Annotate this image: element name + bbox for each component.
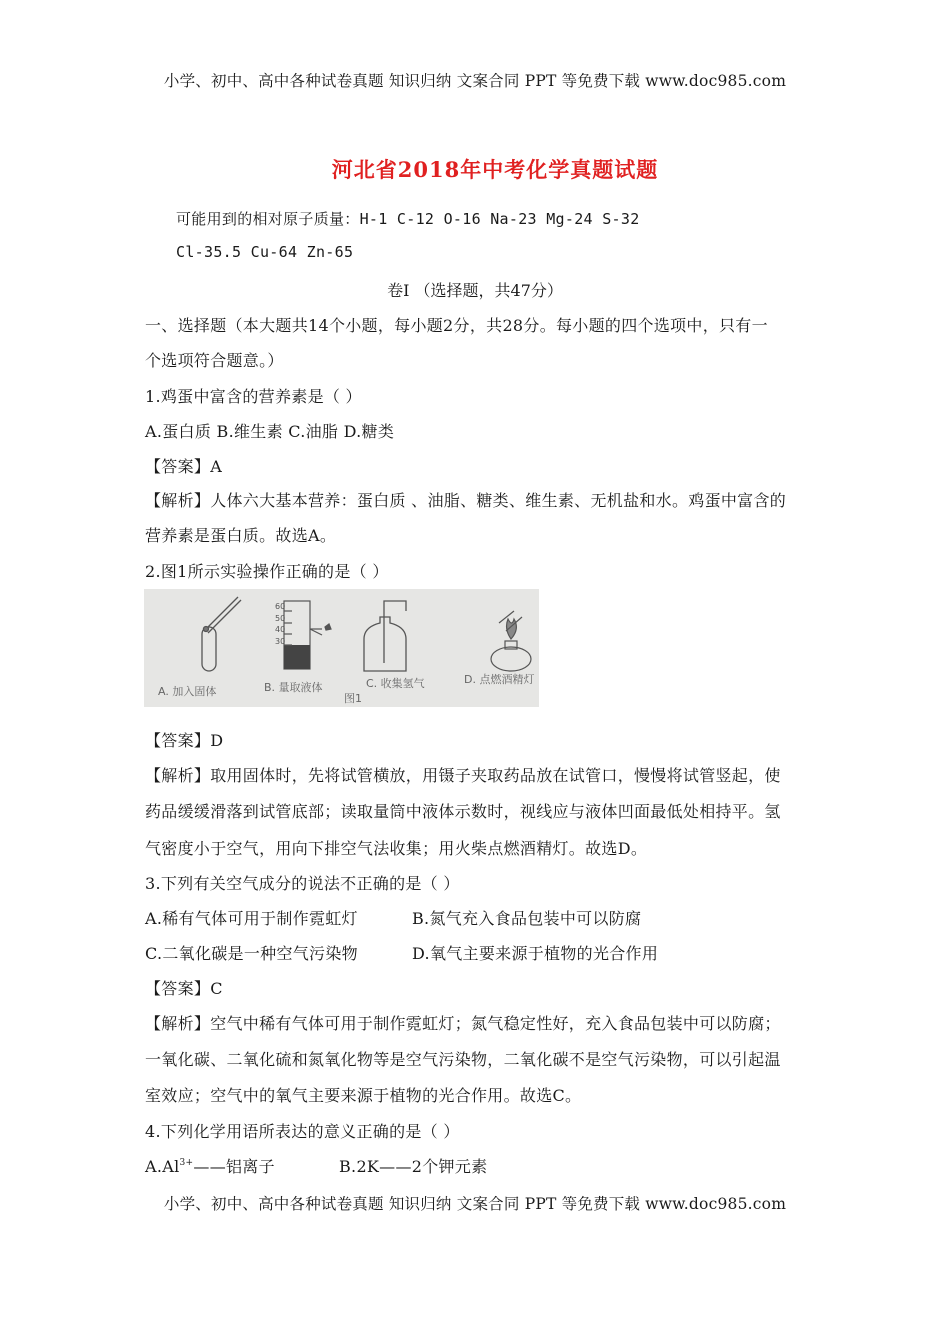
option-a-meaning: ——铝离子 (193, 1157, 275, 1176)
question-3-explanation-3: 室效应；空气中的氧气主要来源于植物的光合作用。故选C。 (145, 1086, 582, 1105)
question-3-stem: 3.下列有关空气成分的说法不正确的是（ ） (145, 874, 460, 893)
option-a-prefix: A.Al (145, 1157, 180, 1176)
test-tube-icon (202, 597, 241, 671)
question-1-explanation-2: 营养素是蛋白质。故选A。 (145, 526, 337, 545)
alcohol-lamp-icon (491, 611, 531, 671)
cylinder-scale-50: 50 (275, 614, 286, 623)
figure-1-lab-operations (144, 589, 539, 707)
question-1-answer: 【答案】A (145, 457, 223, 476)
question-2-stem: 2.图1所示实验操作正确的是（ ） (145, 562, 389, 581)
question-3-option-b: B.氮气充入食品包装中可以防腐 (412, 909, 642, 928)
question-1-options: A.蛋白质 B.维生素 C.油脂 D.糖类 (145, 422, 395, 441)
question-4-option-b: B.2K——2个钾元素 (339, 1157, 488, 1176)
section-instructions-1: 一、选择题（本大题共14个小题，每小题2分，共28分。每小题的四个选项中，只有一 (145, 316, 768, 335)
atomic-masses-line-2: Cl-35.5 Cu-64 Zn-65 (176, 243, 354, 261)
gas-bottle-icon (364, 601, 406, 671)
figure-label-d: D. 点燃酒精灯 (464, 673, 535, 686)
section-instructions-2: 个选项符合题意。） (145, 351, 284, 370)
ion-charge-superscript: 3+ (179, 1158, 194, 1168)
cylinder-scale-30: 30 (275, 637, 286, 646)
page-footer: 小学、初中、高中各种试卷真题 知识归纳 文案合同 PPT 等免费下载 www.doc985.com (163, 1195, 787, 1213)
question-2-explanation-1: 【解析】取用固体时，先将试管横放，用镊子夹取药品放在试管口，慢慢将试管竖起，使 (145, 766, 781, 785)
figure-caption: 图1 (344, 692, 362, 705)
figure-label-a: A. 加入固体 (158, 685, 217, 698)
question-3-option-a: A.稀有气体可用于制作霓虹灯 (145, 909, 358, 928)
question-1-explanation-1: 【解析】人体六大基本营养：蛋白质 、油脂、糖类、维生素、无机盐和水。鸡蛋中富含的 (145, 491, 787, 510)
question-2-explanation-2: 药品缓缓滑落到试管底部；读取量筒中液体示数时，视线应与液体凹面最低处相持平。氢 (145, 802, 781, 821)
question-2-explanation-3: 气密度小于空气，用向下排空气法收集；用火柴点燃酒精灯。故选D。 (145, 839, 648, 858)
figure-label-c: C. 收集氢气 (366, 677, 425, 690)
question-2-answer: 【答案】D (145, 731, 224, 750)
question-4-stem: 4.下列化学用语所表达的意义正确的是（ ） (145, 1122, 460, 1141)
question-3-option-c: C.二氧化碳是一种空气污染物 (145, 944, 358, 963)
question-1-stem: 1.鸡蛋中富含的营养素是（ ） (145, 387, 362, 406)
question-4-option-a (145, 1154, 275, 1177)
volume-heading: 卷Ⅰ （选择题，共47分） (387, 281, 563, 300)
cylinder-scale-60: 60 (275, 602, 286, 611)
atomic-masses-line-1: 可能用到的相对原子质量：H-1 C-12 O-16 Na-23 Mg-24 S-32 (176, 210, 640, 228)
page-title: 河北省2018年中考化学真题试题 (331, 157, 659, 182)
page-header: 小学、初中、高中各种试卷真题 知识归纳 文案合同 PPT 等免费下载 www.doc985.com (163, 72, 787, 90)
question-3-explanation-2: 一氧化碳、二氧化硫和氮氧化物等是空气污染物，二氧化碳不是空气污染物，可以引起温 (145, 1050, 781, 1069)
question-3-explanation-1: 【解析】空气中稀有气体可用于制作霓虹灯；氮气稳定性好，充入食品包装中可以防腐； (145, 1014, 781, 1033)
cylinder-scale-40: 40 (275, 625, 286, 634)
question-3-answer: 【答案】C (145, 979, 223, 998)
graduated-cylinder-icon (284, 601, 331, 669)
figure-label-b: B. 量取液体 (264, 681, 323, 694)
question-3-option-d: D.氧气主要来源于植物的光合作用 (412, 944, 659, 963)
